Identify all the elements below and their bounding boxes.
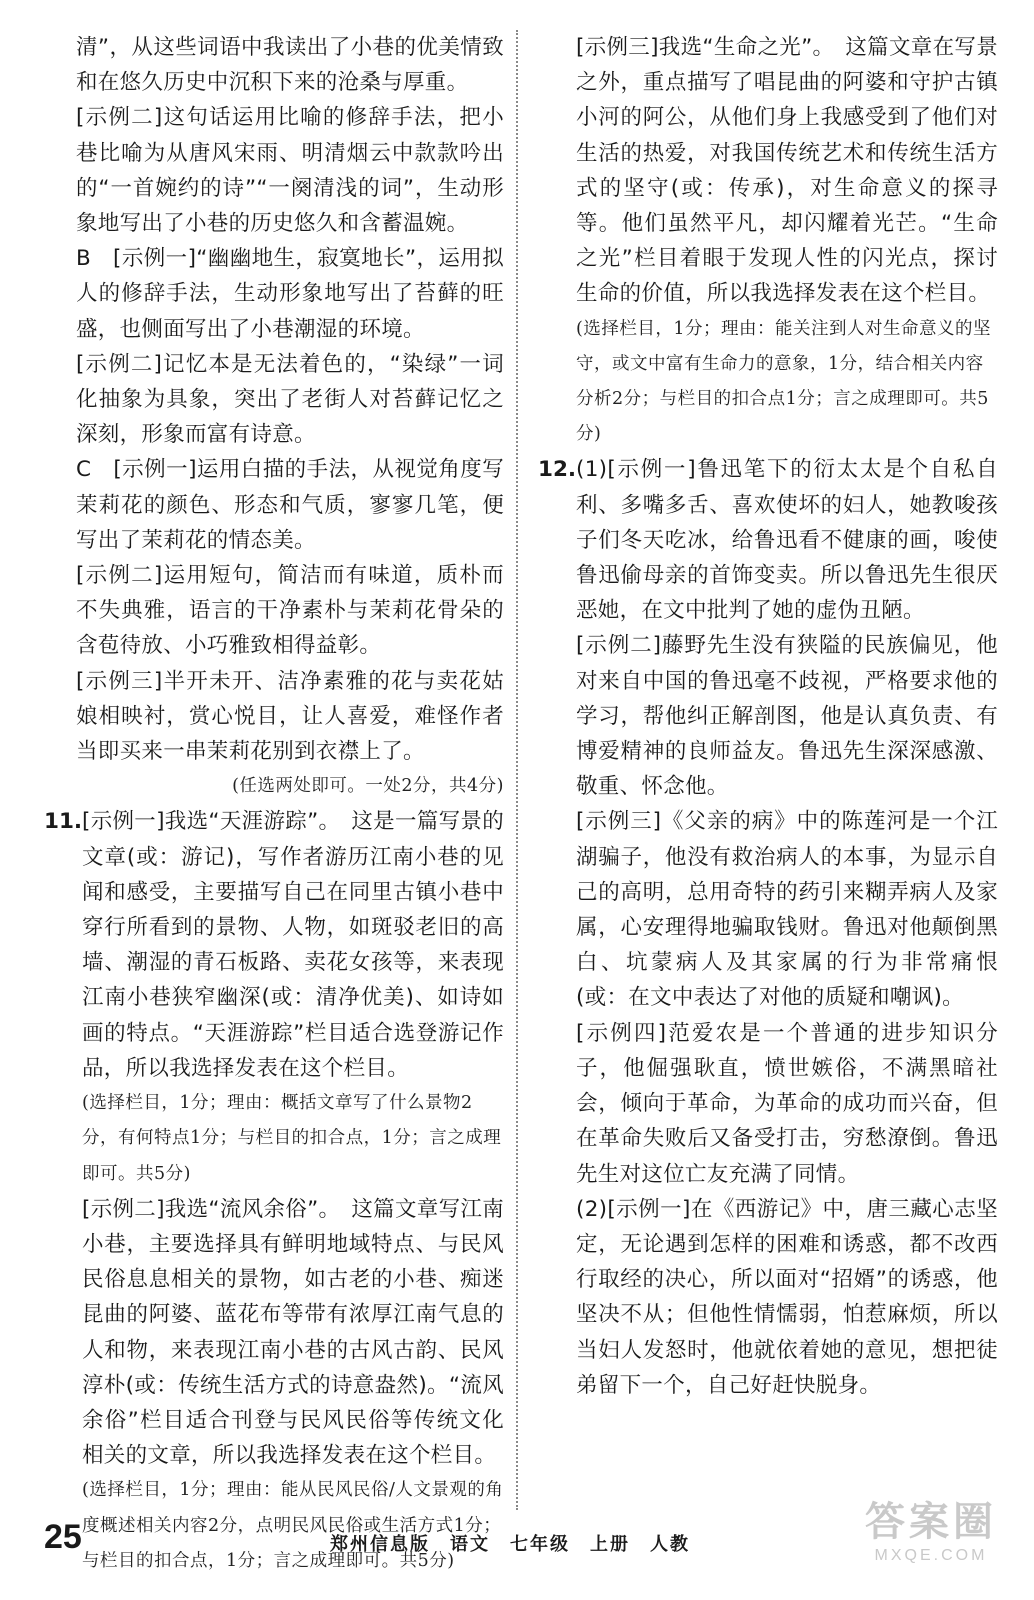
- paragraph: C [示例一]运用白描的手法，从视觉角度写茉莉花的颜色、形态和气质，寥寥几笔，便写出了茉莉花的情态美。: [76, 457, 504, 553]
- column-divider: [516, 30, 518, 1510]
- paragraph: 清”，从这些词语中我读出了小巷的优美情致和在悠久历史中沉积下来的沧桑与厚重。: [76, 35, 504, 96]
- paragraph: [示例二]这句话运用比喻的修辞手法，把小巷比喻为从唐风宋雨、明清烟云中款款吟出的“一首婉约的诗”“一阕清浅的词”，生动形象地写出了小巷的历史悠久和含蓄温婉。: [76, 105, 504, 237]
- watermark-url: MXQE.COM: [874, 1547, 988, 1564]
- paragraph: [示例二]运用短句，简洁而有味道，质朴而不失典雅，语言的干净素朴与茉莉花骨朵的含苞待放、小巧雅致相得益彰。: [76, 563, 504, 659]
- footer-text: 郑州信息版 语文 七年级 上册 人教: [330, 1534, 690, 1555]
- paragraph: [示例二]我选“流风余俗”。 这篇文章写江南小巷，主要选择具有鲜明地域特点、与民风民俗息息相关的景物，如古老的小巷、痴迷昆曲的阿婆、蓝花布等带有浓厚江南气息的人和物，来表现江南小巷的古风古韵、民风淳朴(或：传统生活方式的诗意盎然)。“流风余俗”栏目适合刊登与民风民俗等传统文化相关的文章，所以我选择发表在这个栏目。: [82, 1196, 504, 1469]
- paragraph: (1)[示例一]鲁迅笔下的衍太太是个自私自利、多嘴多舌、喜欢使坏的妇人，她教唆孩子们冬天吃冰，给鲁迅看不健康的画，唆使鲁迅偷母亲的首饰变卖。所以鲁迅先生很厌恶她，在文中批判了她的虚伪丑陋。: [576, 457, 998, 624]
- watermark-logo: [836, 1498, 1026, 1578]
- question-number: 11.: [44, 809, 83, 835]
- paragraph: [示例二]藤野先生没有狭隘的民族偏见，他对来自中国的鲁迅毫不歧视，严格要求他的学习，帮他纠正解剖图，他是认真负责、有博爱精神的良师益友。鲁迅先生深深感激、敬重、怀念他。: [576, 633, 998, 800]
- paragraph: [示例三]《父亲的病》中的陈莲河是一个江湖骗子，他没有救治病人的本事，为显示自己的高明，总用奇特的药引来糊弄病人及家属，心安理得地骗取钱财。鲁迅对他颠倒黑白、坑蒙病人及其家属的行为非常痛恨(或：在文中表达了对他的质疑和嘲讽)。: [576, 809, 998, 1011]
- paragraph: [示例四]范爱农是一个普通的进步知识分子，他倔强耿直，愤世嫉俗，不满黑暗社会，倾向于革命，为革命的成功而兴奋，但在革命失败后又备受打击，穷愁潦倒。鲁迅先生对这位亡友充满了同情。: [576, 1020, 998, 1187]
- page-footer: [0, 1499, 1034, 1578]
- question-11: [44, 804, 504, 1578]
- page-number: 25: [44, 1518, 82, 1556]
- right-column: [538, 30, 998, 1403]
- paragraph: [示例一]我选“天涯游踪”。 这是一篇写景的文章(或：游记)，写作者游历江南小巷的见闻和感受，主要描写自己在同里古镇小巷中穿行所看到的景物、人物，如斑驳老旧的高墙、潮湿的青石板路、卖花女孩等，来表现江南小巷狭窄幽深(或：清净优美)、如诗如画的特点。“天涯游踪”栏目适合选登游记作品，所以我选择发表在这个栏目。: [82, 809, 504, 1081]
- question-number: 12.: [538, 457, 577, 483]
- score-note: (任选两处即可。一处2分，共4分): [232, 776, 504, 797]
- paragraph: B [示例一]“幽幽地生，寂寞地长”，运用拟人的修辞手法，生动形象地写出了苔藓的旺盛，也侧面写出了小巷潮湿的环境。: [76, 246, 504, 342]
- paragraph: (2)[示例一]在《西游记》中，唐三藏心志坚定，无论遇到怎样的困难和诱惑，都不改西行取经的决心，所以面对“招婿”的诱惑，他坚决不从；但他性情懦弱，怕惹麻烦，所以当妇人发怒时，他就依着她的意见，想把徒弟留下一个，自己好赶快脱身。: [576, 1196, 998, 1398]
- score-note: (选择栏目，1分；理由：能从民风民俗/人文景观的角度概述相关内容2分，点明民风民俗或生活方式1分；与栏目的扣合点，1分；言之成理即可。共5分): [82, 1480, 504, 1571]
- score-note: (选择栏目，1分；理由：能关注到人对生命意义的坚守，或文中富有生命力的意象，1分，结合相关内容分析2分；与栏目的扣合点1分；言之成理即可。共5分): [576, 318, 991, 445]
- score-note: (选择栏目，1分；理由：概括文章写了什么景物2分，有何特点1分；与栏目的扣合点，1分；言之成理即可。共5分): [82, 1093, 502, 1184]
- paragraph: [示例三]半开未开、洁净素雅的花与卖花姑娘相映衬，赏心悦目，让人喜爱，难怪作者当即买来一串茉莉花别到衣襟上了。: [76, 668, 504, 765]
- question-12: [538, 452, 998, 1402]
- paragraph: [示例三]我选“生命之光”。 这篇文章在写景之外，重点描写了唱昆曲的阿婆和守护古镇小河的阿公，从他们身上我感受到了他们对生活的热爱，对我国传统艺术和传统生活方式的坚守(或：传承)，对生命意义的探寻等。他们虽然平凡，却闪耀着光芒。“生命之光”栏目着眼于发现人性的闪光点，探讨生命的价值，所以我选择发表在这个栏目。: [576, 35, 998, 307]
- left-column: [44, 30, 504, 1579]
- paragraph: [示例二]记忆本是无法着色的，“染绿”一词化抽象为具象，突出了老街人对苔藓记忆之深刻，形象而富有诗意。: [76, 351, 504, 448]
- watermark-title: 答案圈: [865, 1499, 997, 1545]
